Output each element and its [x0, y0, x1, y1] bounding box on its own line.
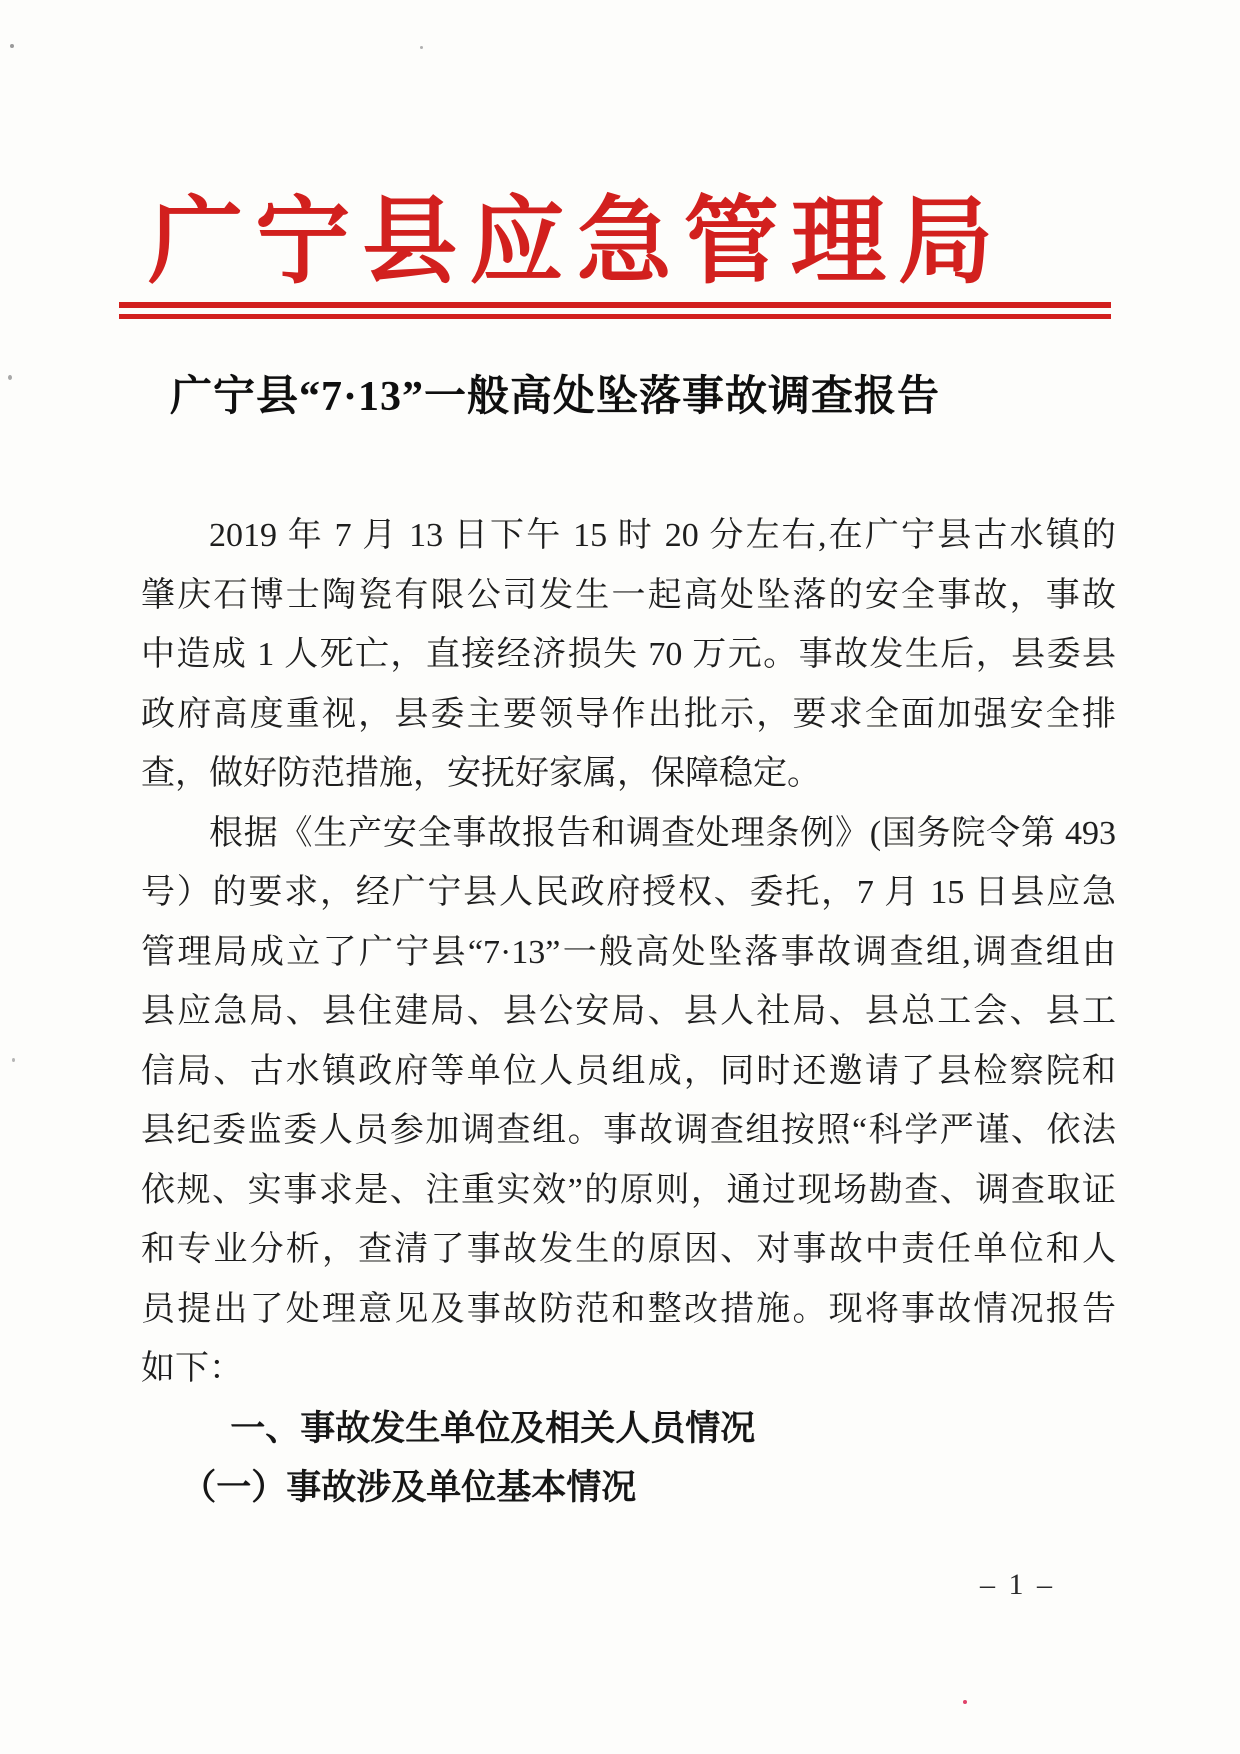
letterhead-rule-bottom — [119, 314, 1111, 319]
report-body — [141, 506, 1116, 1518]
report-line-body: 依规、实事求是、注重实效”的原则，通过现场勘查、调查取证 — [141, 1171, 1116, 1209]
report-line-body: 县应急局、县住建局、县公安局、县人社局、县总工会、县工 — [141, 993, 1116, 1030]
report-line-body: 管理局成立了广宁县“7·13”一般高处坠落事故调查组,调查组由 — [141, 933, 1116, 971]
page-number: – 1 – — [980, 1568, 1055, 1601]
report-line-body: 中造成 1 人死亡，直接经济损失 70 万元。事故发生后，县委县 — [141, 636, 1116, 673]
report-line-body: 肇庆石博士陶瓷有限公司发生一起高处坠落的安全事故，事故 — [141, 576, 1116, 614]
report-line-body: 政府高度重视，县委主要领导作出批示，要求全面加强安全排 — [141, 695, 1116, 733]
letterhead-agency-name: 广宁县应急管理局 — [148, 189, 993, 295]
report-title: 广宁县“7·13”一般高处坠落事故调查报告 — [169, 374, 940, 420]
report-line-body: 2019 年 7 月 13 日下午 15 时 20 分左右,在广宁县古水镇的 — [209, 517, 1116, 554]
report-line-body: 如下： — [141, 1350, 243, 1387]
letterhead-rule-top — [119, 302, 1111, 308]
report-line-body: 县纪委监委人员参加调查组。事故调查组按照“科学严谨、依法 — [141, 1112, 1116, 1149]
report-line-body: 查，做好防范措施，安抚好家属，保障稳定。 — [141, 755, 821, 792]
scan-artifact — [420, 46, 423, 49]
scan-artifact — [8, 375, 12, 380]
report-line-body: 根据《生产安全事故报告和调查处理条例》(国务院令第 493 — [209, 814, 1116, 852]
report-line-body: 号）的要求，经广宁县人民政府授权、委托，7 月 15 日县应急 — [141, 874, 1116, 911]
report-line-h2: （一）事故涉及单位基本情况 — [181, 1468, 637, 1507]
scan-artifact — [963, 1700, 967, 1704]
report-line-h1: 一、事故发生单位及相关人员情况 — [230, 1408, 756, 1448]
scan-artifact — [12, 1058, 15, 1062]
report-line-body: 信局、古水镇政府等单位人员组成，同时还邀请了县检察院和 — [141, 1052, 1116, 1090]
report-line-body: 员提出了处理意见及事故防范和整改措施。现将事故情况报告 — [141, 1290, 1116, 1328]
scan-artifact — [10, 44, 14, 48]
report-line-body: 和专业分析，查清了事故发生的原因、对事故中责任单位和人 — [141, 1231, 1116, 1268]
